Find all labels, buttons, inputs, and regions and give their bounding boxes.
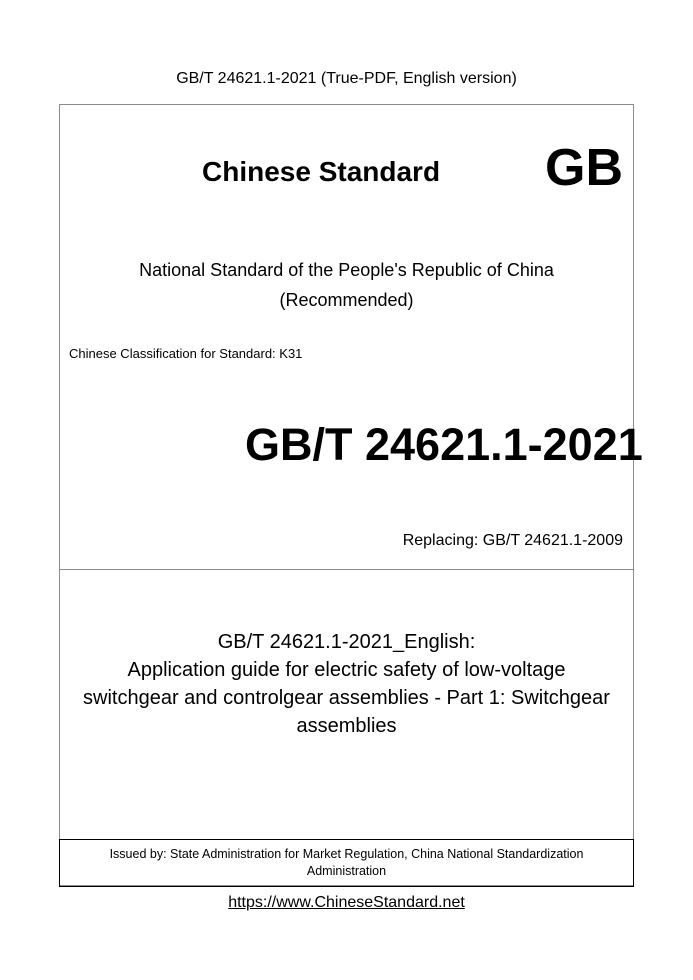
replacing-text: Replacing: GB/T 24621.1-2009 bbox=[402, 532, 623, 549]
website-link[interactable]: https://www.ChineseStandard.net bbox=[228, 894, 465, 911]
section-divider bbox=[59, 569, 634, 570]
standard-number: GB/T 24621.1-2021 bbox=[245, 419, 643, 470]
document-title-line: Application guide for electric safety of low-voltage bbox=[127, 659, 566, 681]
national-standard-line: National Standard of the People's Republic of China bbox=[139, 260, 554, 280]
issued-by-box bbox=[59, 839, 634, 887]
recommended-line: (Recommended) bbox=[279, 290, 414, 310]
document-title-line: GB/T 24621.1-2021_English: bbox=[217, 631, 476, 653]
gb-mark: GB bbox=[545, 139, 623, 197]
document-title bbox=[59, 628, 634, 740]
national-standard-block bbox=[59, 255, 634, 315]
page-header: GB/T 24621.1-2021 (True-PDF, English version) bbox=[176, 70, 517, 87]
standard-title: Chinese Standard bbox=[202, 156, 441, 187]
classification-text: Chinese Classification for Standard: K31 bbox=[69, 346, 303, 361]
issued-by-line: Administration bbox=[306, 864, 387, 878]
document-title-line: assemblies bbox=[296, 715, 397, 737]
document-title-line: switchgear and controlgear assemblies - Part 1: Switchgear bbox=[83, 687, 610, 709]
issued-by-line: Issued by: State Administration for Market Regulation, China National Standardization bbox=[109, 847, 584, 861]
cover-frame bbox=[59, 104, 634, 886]
